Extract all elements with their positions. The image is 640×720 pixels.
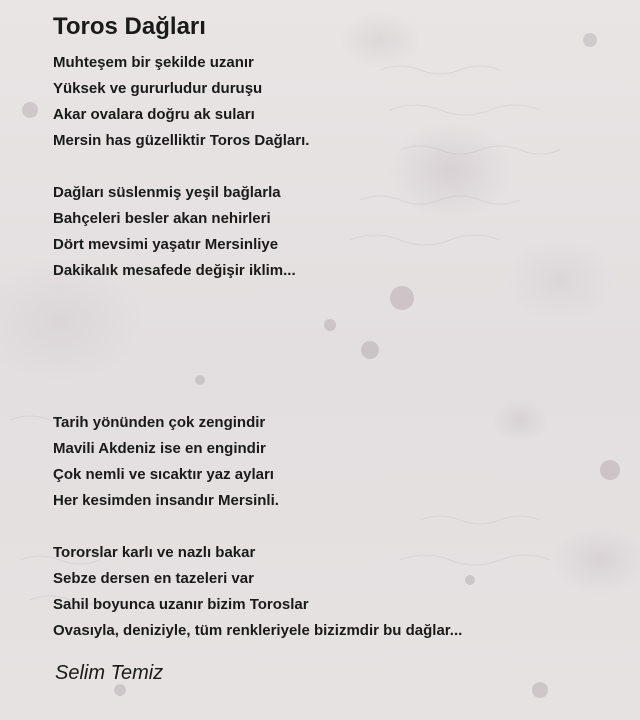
poem-line: Tororslar karlı ve nazlı bakar [53,544,256,561]
poem-author: Selim Temiz [55,662,164,684]
stanza-4 [53,540,462,644]
poem-line: Muhteşem bir şekilde uzanır [53,54,254,71]
stanza-1 [53,50,309,154]
poem-line: Bahçeleri besler akan nehirleri [53,210,271,227]
poem-line: Sahil boyunca uzanır bizim Toroslar [53,596,309,613]
poem-line: Akar ovalara doğru ak suları [53,106,255,123]
poem-line: Yüksek ve gururludur duruşu [53,80,263,97]
poem-line: Çok nemli ve sıcaktır yaz ayları [53,466,274,483]
stanza-3 [53,410,279,514]
poem-line: Sebze dersen en tazeleri var [53,570,254,587]
poem-line: Dört mevsimi yaşatır Mersinliye [53,236,279,253]
poem-line: Her kesimden insandır Mersinli. [53,492,279,509]
poem-title: Toros Dağları [53,13,206,40]
poem-line: Dağları süslenmiş yeşil bağlarla [53,184,281,201]
poem-container [53,10,613,684]
stanza-2 [53,180,296,284]
poem-line: Tarih yönünden çok zengindir [53,414,266,431]
poem-line: Mavili Akdeniz ise en engindir [53,440,266,457]
poem-line: Ovasıyla, deniziyle, tüm renkleriyele bizizmdir bu dağlar... [53,622,463,639]
poem-line: Dakikalık mesafede değişir iklim... [53,262,296,279]
poem-line: Mersin has güzelliktir Toros Dağları. [53,132,310,149]
